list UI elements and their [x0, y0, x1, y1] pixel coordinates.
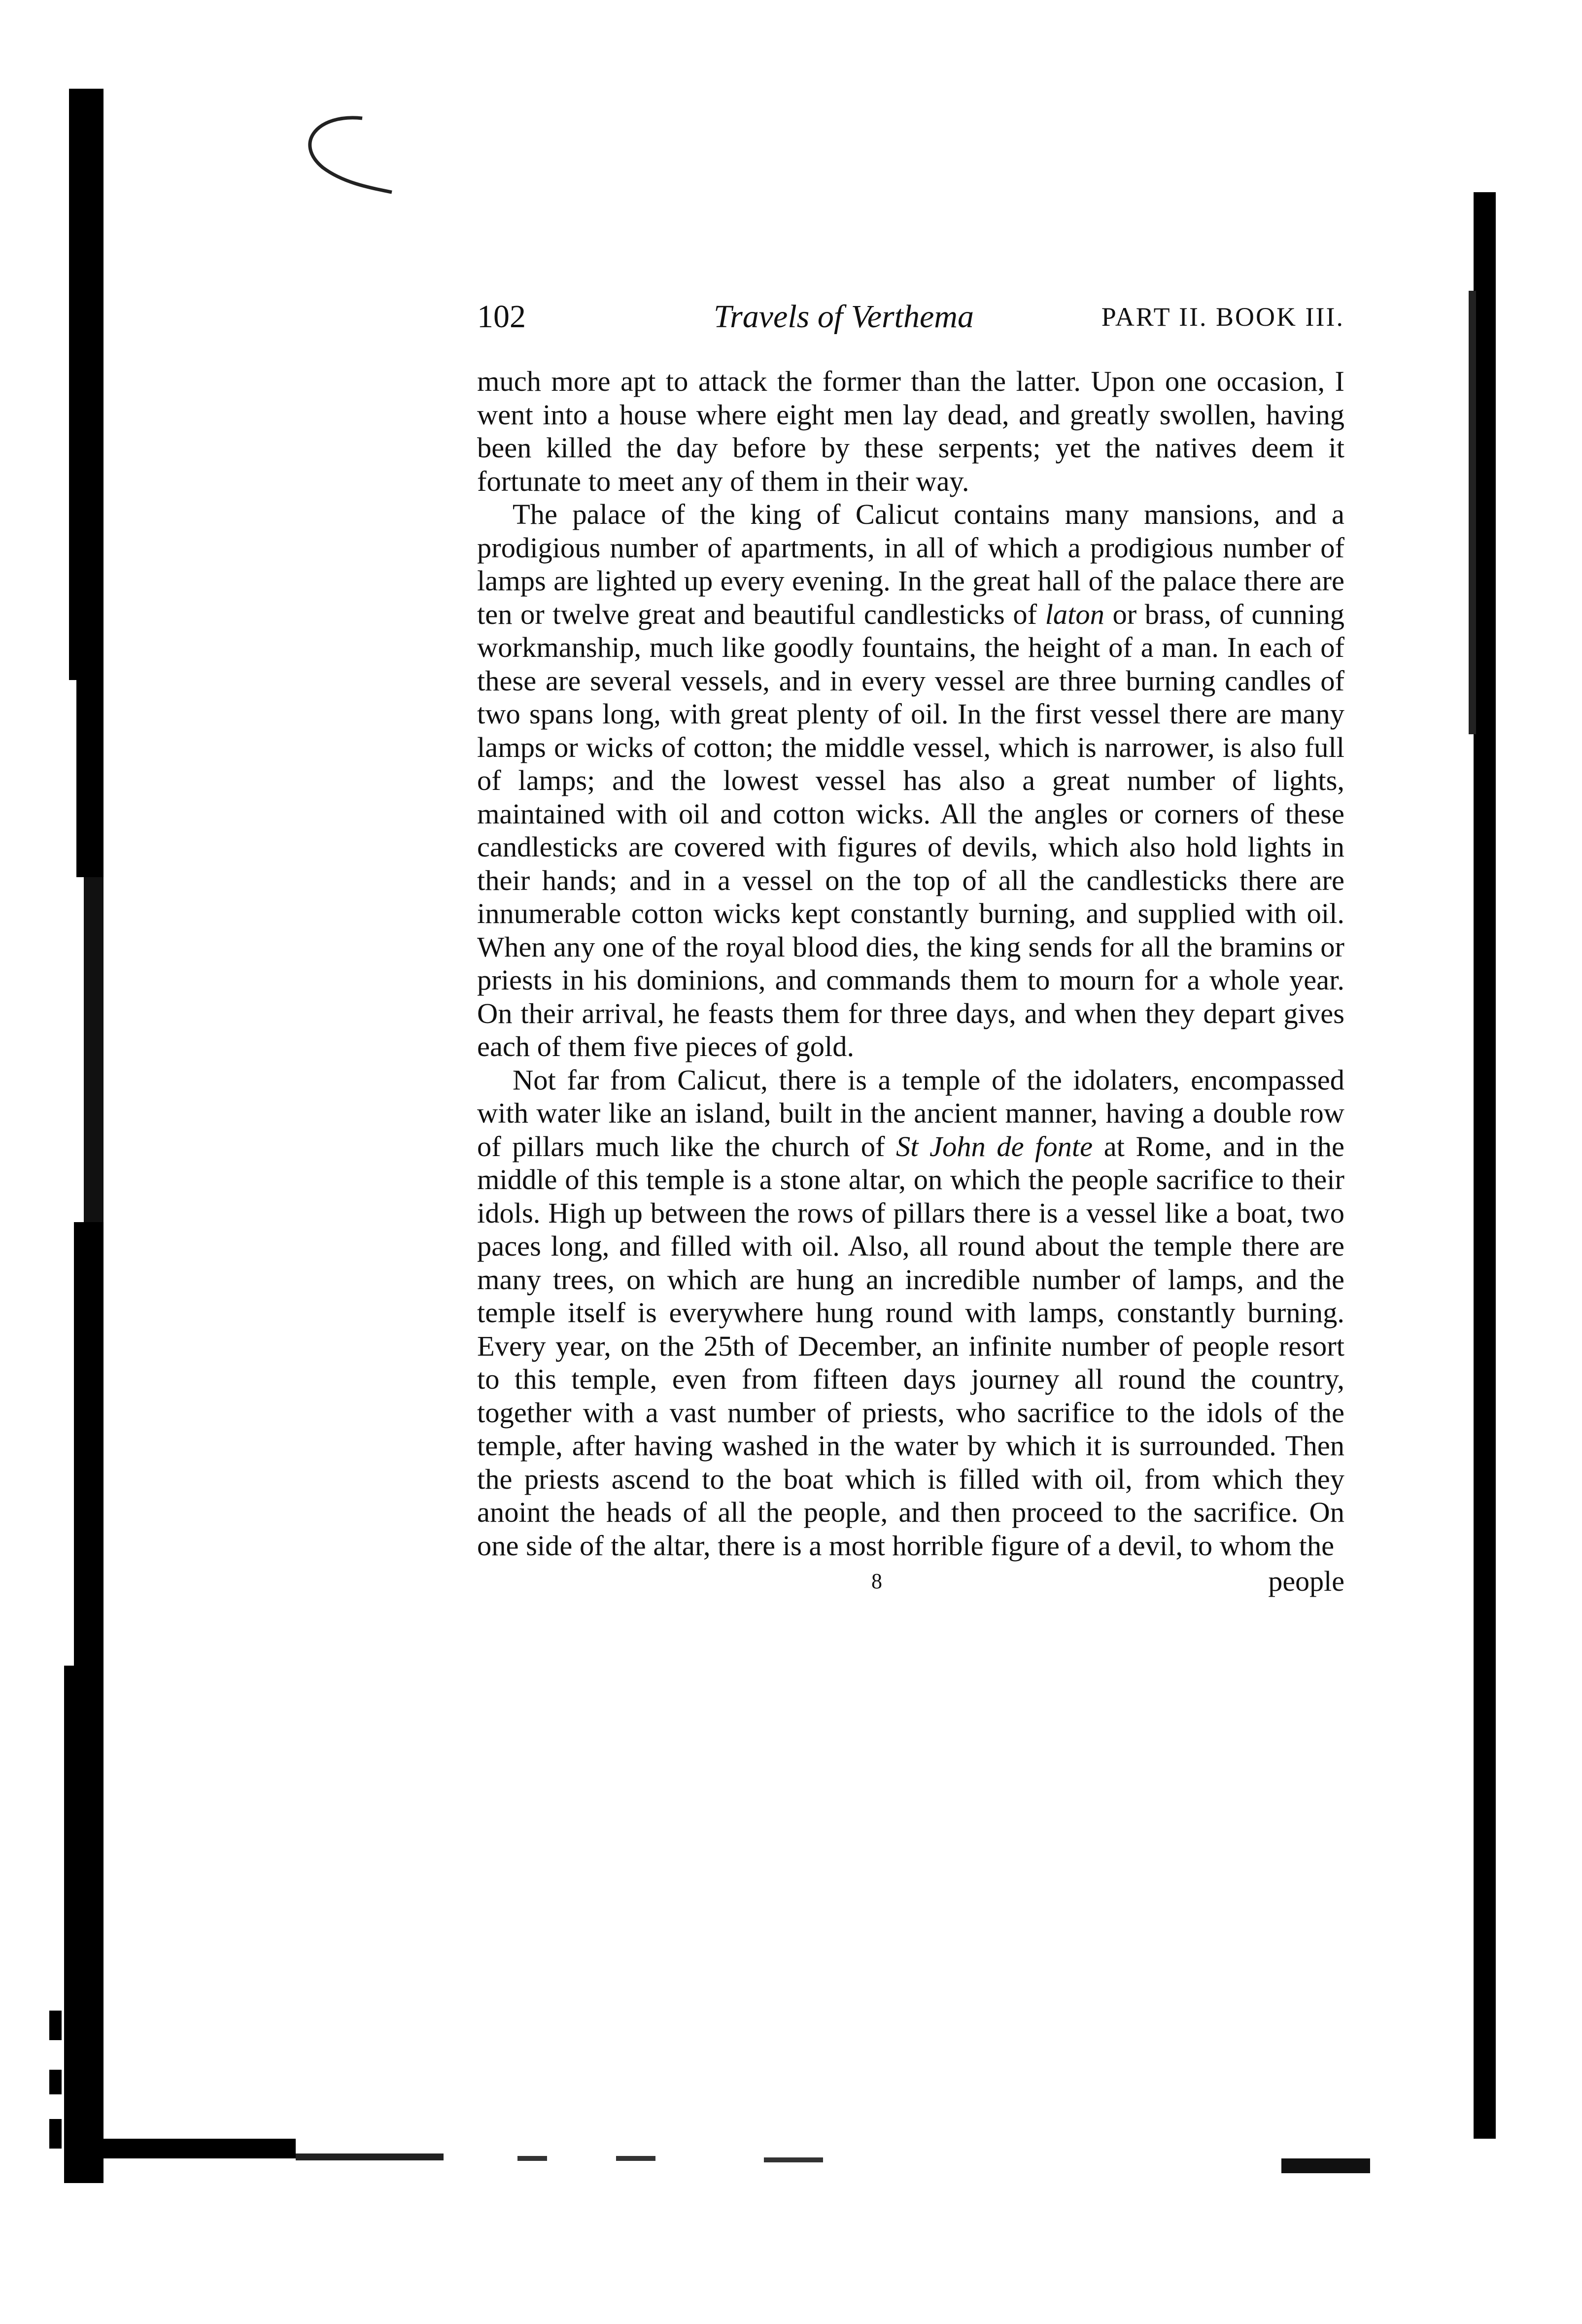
text-run: at Rome, and in the middle of this temple is a stone altar, on which the people sacrifice to their idols. High up between the rows of pillars there is a vessel like a boat, two paces long, and filled with oil. Also, all round about the temple there are many trees, on which are hung an incredible number of lamps, and the temple itself is everywhere hung round with lamps, constantly burning. Every year, on the 25th of December, an infinite number of people resort to this temple, even from fifteen days journey all round the country, together with a vast number of priests, who sacrifice to the idols of the temple, after having washed in the water by which it is surrounded. Then the priests ascend to the boat which is filled with oil, from which they anoint the heads of all the people, and then proceed to the sacrifice. On one side of the altar, there is a most horrible figure of a devil, to whom the — [477, 1130, 1344, 1562]
paragraph — [477, 1063, 1344, 1563]
paragraph — [477, 365, 1344, 498]
text-run: The palace of the king of Calicut contains many mansions, and a prodigious number of apartments, in all of which a prodigious number of lamps are lighted up every evening. In the great hall of the palace there are ten or twelve great and beautiful candlesticks of — [477, 498, 1344, 630]
page-footer — [477, 1564, 1344, 1599]
scan-edge-bottom — [74, 2134, 1434, 2188]
part-book-label: PART II. BOOK III. — [1101, 302, 1344, 332]
italic-text: laton — [1045, 598, 1104, 630]
scan-edge-left — [49, 89, 113, 2183]
book-page — [477, 296, 1344, 1599]
body-text — [477, 365, 1344, 1562]
paragraph — [477, 498, 1344, 1063]
text-run: much more apt to attack the former than the latter. Upon one occasion, I went into a house where eight men lay dead, and greatly swollen, having been killed the day before by these serpents; yet the natives deem it fortunate to meet any of them in their way. — [477, 365, 1344, 497]
text-run: or brass, of cunning workmanship, much like goodly fountains, the height of a man. In each of these are several vessels, and in every vessel are three burning candles of two spans long, with great plenty of oil. In the first vessel there are many lamps or wicks of cotton; the middle vessel, which is narrower, is also full of lamps; and the lowest vessel has also a great number of lights, maintained with oil and cotton wicks. All the angles or corners of these candlesticks are covered with figures of devils, which also hold lights in their hands; and in a vessel on the top of all the candlesticks there are innumerable cotton wicks kept constantly burning, and supplied with oil. When any one of the royal blood dies, the king sends for all the bramins or priests in his dominions, and commands them to mourn for a whole year. On their arrival, he feasts them for three days, and when they depart gives each of them five pieces of gold. — [477, 598, 1344, 1062]
running-head — [477, 296, 1344, 338]
running-title: Travels of Verthema — [714, 299, 974, 335]
signature-mark: 8 — [871, 1569, 882, 1593]
scan-edge-right — [1466, 192, 1501, 2139]
italic-text: St John de fonte — [896, 1130, 1093, 1162]
scan-mark-top — [288, 108, 397, 202]
page-number: 102 — [477, 299, 526, 335]
catchword: people — [1268, 1565, 1344, 1597]
text-run: Not far from Calicut, there is a temple of the idolaters, encompassed with water like an island, built in the ancient manner, having a double row of pillars much like the church of — [477, 1063, 1344, 1162]
